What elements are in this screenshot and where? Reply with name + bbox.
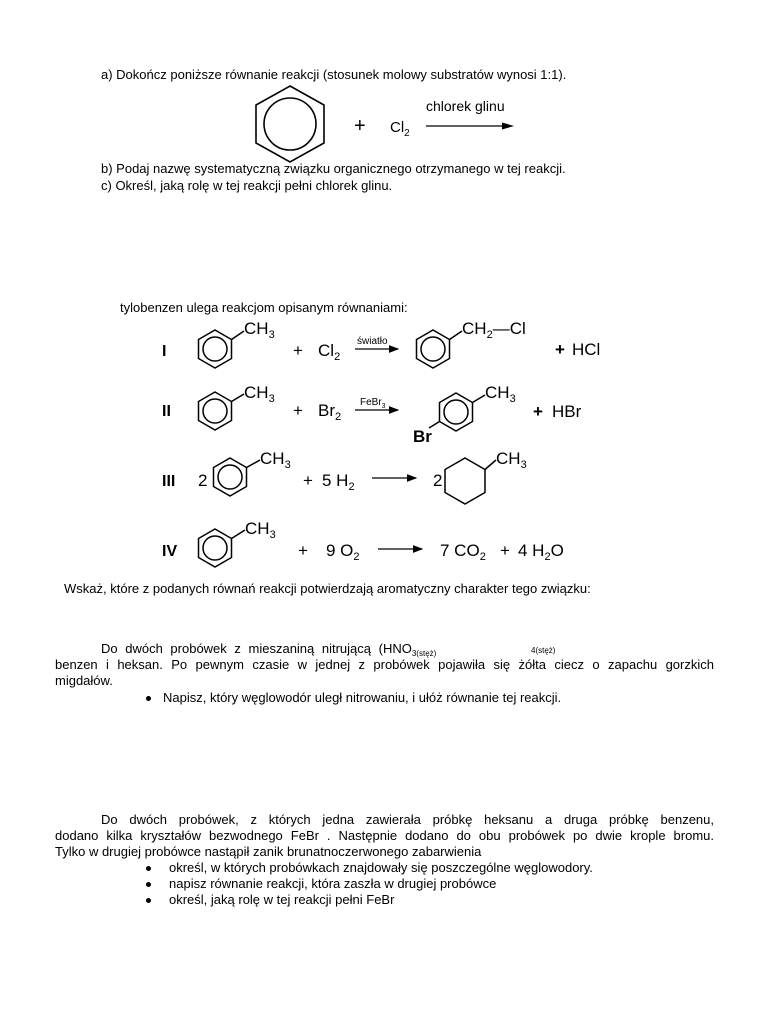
plus-sign: + (354, 115, 366, 137)
bullet-marker (146, 866, 151, 871)
svg-text:CH2—Cl: $CH_2—Cl$ (462, 319, 526, 341)
svg-text:Cl2 (390, 119, 410, 139)
task3-line2: benzen i heksan. Po pewnym czasie w jednej z probówek pojawiła się żółta ciecz o zapachu gorzkich (55, 657, 714, 672)
toluene-structure (199, 383, 275, 430)
reaction-I (162, 319, 600, 368)
task3-line3: migdałów. (55, 673, 113, 688)
svg-text:+: + (303, 471, 313, 490)
reagent: 5 H (322, 471, 349, 490)
product-coefficient: 2 (433, 471, 443, 490)
svg-text:Br2: $Br_2$ (318, 401, 342, 423)
svg-text:5 H2: 5 $H_2$ (322, 471, 355, 493)
byproduct: HCl (572, 340, 601, 359)
condition-label: FeBr$_3$ (360, 397, 386, 410)
svg-text:CH3: $CH_3$ (260, 449, 291, 471)
svg-text:CH3: $CH_3$ (244, 319, 275, 341)
benzene-structure (256, 86, 324, 162)
task4-line1: Do dwóch probówek, z których jedna zawierała próbkę heksanu a druga próbkę benzenu, (101, 812, 714, 827)
bullet-marker (146, 898, 151, 903)
toluene-reactions-scheme (150, 318, 620, 578)
task4-bullet-3: określ, jaką rolę w tej reakcji pełni FeBr (169, 892, 395, 907)
benzene-reaction-scheme (250, 84, 530, 164)
svg-text:Cl2: $Cl_2$ (318, 341, 341, 363)
reagent: Cl (318, 341, 335, 360)
svg-text:4 H2O: 4 $H_2O$ (518, 541, 564, 563)
benzyl-chloride-structure (417, 319, 526, 368)
condition-label: światło (357, 336, 388, 347)
svg-text:9 O2: 9 $O_2$ (326, 541, 360, 563)
reaction-III (162, 449, 527, 504)
svg-text:7 CO2: 7 $CO_2$ (440, 541, 486, 563)
methylcyclohexane-structure (445, 449, 527, 504)
toluene-structure (199, 519, 276, 567)
svg-text:+: + (500, 541, 510, 560)
chlorine-reagent: Cl (390, 119, 405, 136)
task4-line3: Tylko w drugiej probówce nastąpił zanik brunatnoczerwonego zabarwienia (55, 844, 482, 859)
svg-text:+: + (293, 341, 303, 360)
reagent: 9 O (326, 541, 354, 560)
byproduct: HBr (552, 402, 582, 421)
reaction-label: II (162, 403, 171, 420)
svg-text:CH3: $CH_3$ (485, 383, 516, 405)
svg-text:CH3: $CH_3$ (496, 449, 527, 471)
task3-line1: Do dwóch probówek z mieszaniną nitrującą ($HNO_{3(stęż)}$ (101, 641, 437, 658)
bullet-marker (146, 696, 151, 701)
reaction-II (162, 383, 582, 446)
catalyst-label: chlorek glinu (426, 98, 505, 114)
svg-text:CH3: $CH_3$ (244, 383, 275, 405)
reaction-IV (162, 519, 564, 567)
task1-part-a: a) Dokończ poniższe równanie reakcji (stosunek molowy substratów wynosi 1:1). (101, 67, 567, 82)
reaction-label: III (162, 473, 176, 490)
task2-question: Wskaż, które z podanych równań reakcji potwierdzają aromatyczny charakter tego związku: (64, 581, 591, 596)
task3-line1-sub2: 4(stęż) (531, 646, 556, 655)
task3-bullet: Napisz, który węglowodór uległ nitrowaniu, i ułóż równanie tej reakcji. (163, 690, 562, 705)
task1-part-b: b) Podaj nazwę systematyczną związku organicznego otrzymanego w tej reakcji. (101, 161, 566, 176)
toluene-structure (199, 319, 275, 368)
task2-intro: tylobenzen ulega reakcjom opisanym równaniami: (120, 300, 408, 315)
reaction-arrow (426, 123, 514, 130)
reagent: Br (318, 401, 335, 420)
svg-text:+: + (555, 340, 565, 359)
task4-bullet-2: napisz równanie reakcji, która zaszła w drugiej probówce (169, 876, 497, 891)
svg-text:CH3: $CH_3$ (245, 519, 276, 541)
svg-text:+: + (298, 541, 308, 560)
chlorine-subscript: 2 (404, 128, 410, 139)
methyl-group: CH (244, 319, 269, 338)
coefficient: 2 (198, 471, 208, 490)
svg-text:+: + (293, 401, 303, 420)
task4-bullet-1: określ, w których probówkach znajdowały się poszczególne węglowodory. (169, 860, 593, 875)
task4-line2: dodano kilka kryształów bezwodnego FeBr . Następnie dodano do obu probówek po dwie krople bromu. (55, 828, 714, 843)
toluene-structure (214, 449, 291, 496)
reaction-label: I (162, 343, 167, 360)
product: 7 CO (440, 541, 480, 560)
bromine-substituent: Br (413, 427, 432, 446)
product-group: CH (462, 319, 487, 338)
svg-text:+: + (533, 402, 543, 421)
bromotoluene-structure (413, 383, 516, 446)
task1-part-c: c) Określ, jaką rolę w tej reakcji pełni chlorek glinu. (101, 178, 393, 193)
bullet-marker (146, 882, 151, 887)
product2: 4 H (518, 541, 545, 560)
reaction-label: IV (162, 543, 178, 560)
